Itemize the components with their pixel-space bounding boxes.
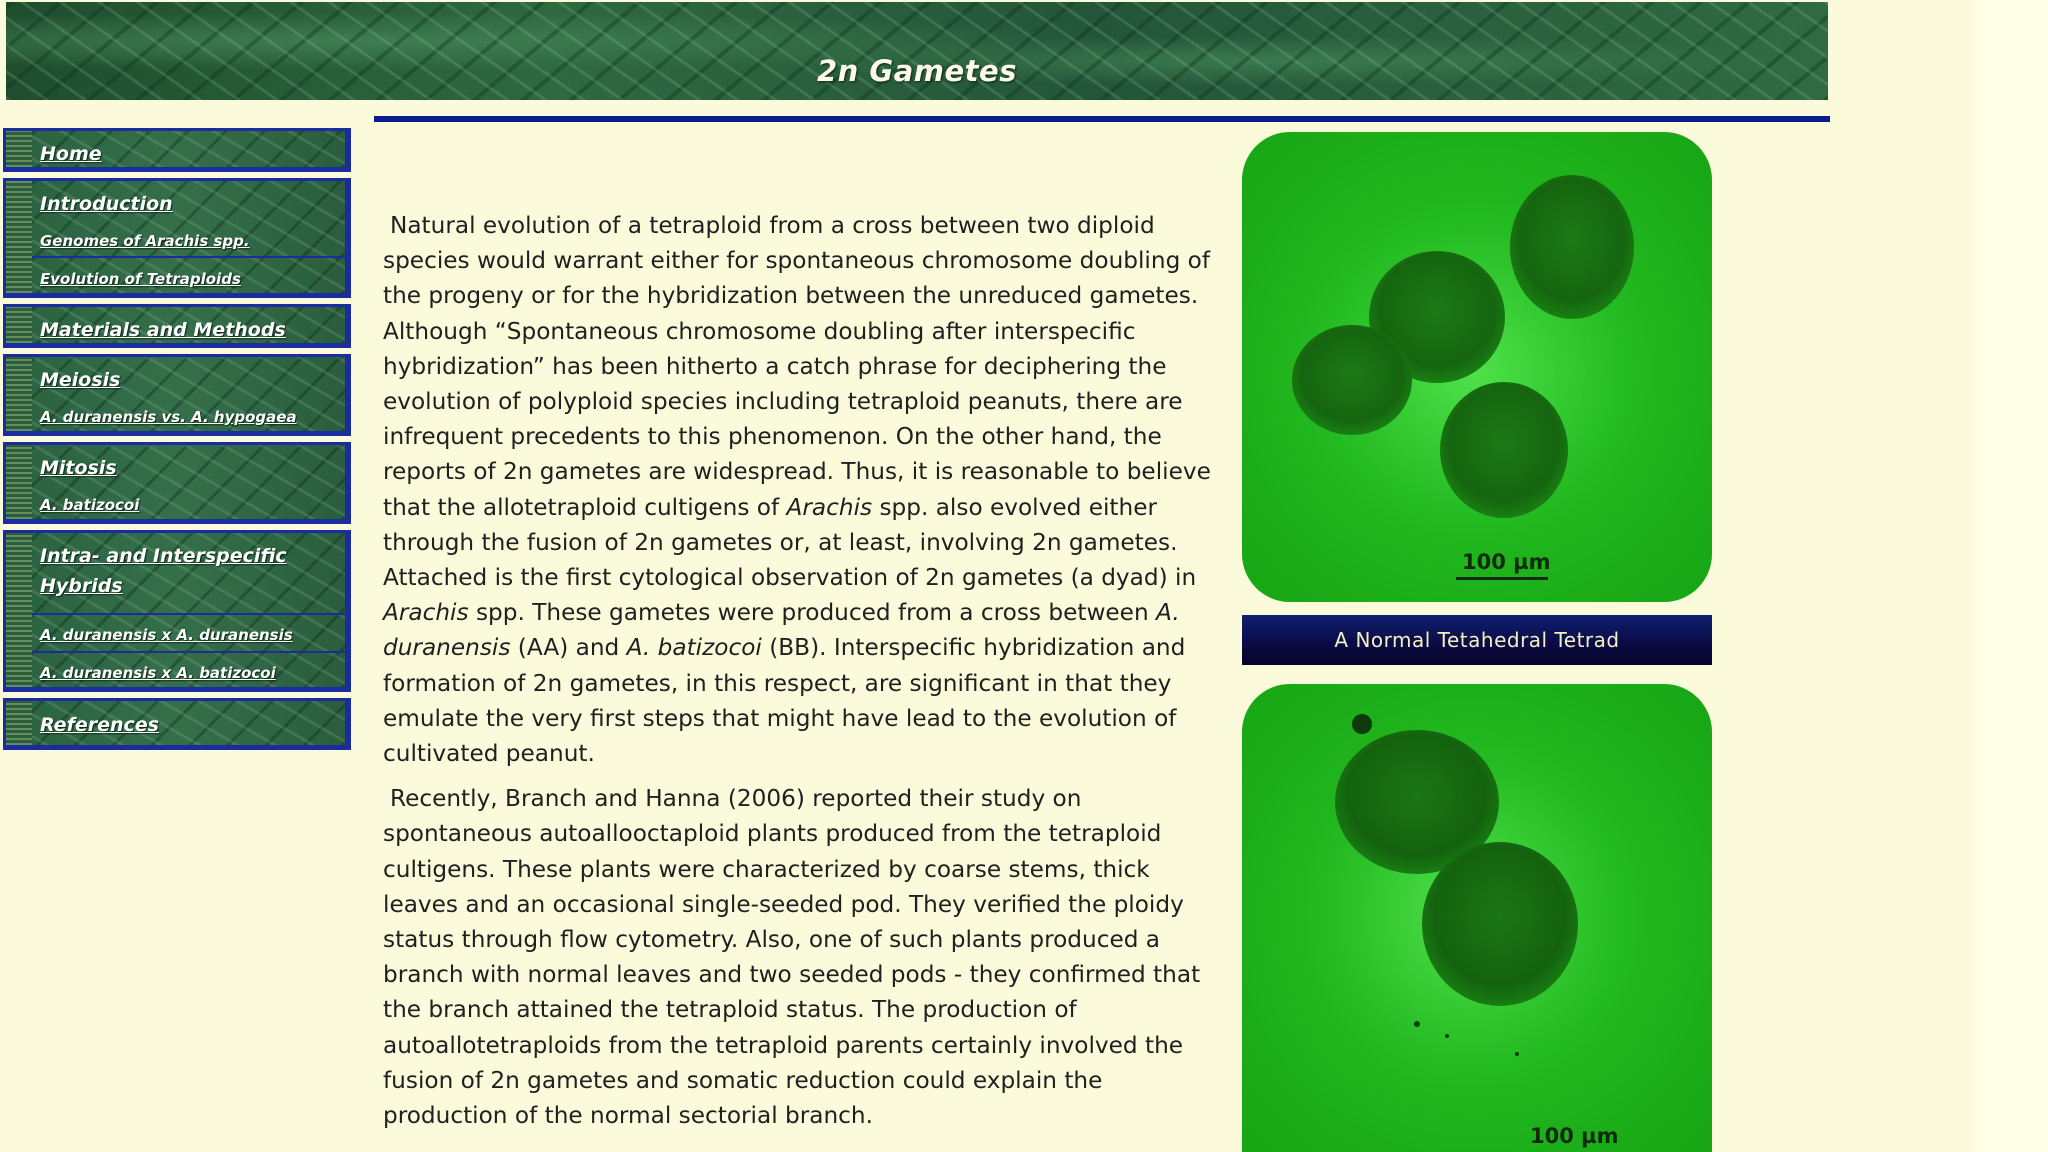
nav-link-introduction[interactable]: Introduction bbox=[40, 193, 173, 215]
nav-block-home bbox=[3, 128, 351, 172]
dyad-micrograph bbox=[1242, 684, 1712, 1152]
nav-block-hybrids bbox=[3, 530, 351, 692]
nav-link-references[interactable]: References bbox=[40, 714, 159, 736]
italic-arachis: Arachis bbox=[383, 599, 469, 627]
nav-link-hybrids[interactable]: Intra- and Interspecific bbox=[40, 545, 287, 567]
header-divider bbox=[374, 116, 1830, 122]
nav-block-references bbox=[3, 698, 351, 750]
nav-block-meiosis bbox=[3, 354, 351, 436]
nav-link-meiosis-duranensis-vs-hypogaea[interactable]: A. duranensis vs. A. hypogaea bbox=[40, 408, 297, 426]
nav-link-genomes[interactable]: Genomes of Arachis spp. bbox=[40, 232, 250, 250]
nav-link-meiosis[interactable]: Meiosis bbox=[40, 369, 121, 391]
paragraph-2n-gametes bbox=[383, 208, 1223, 771]
nav-link-duranensis-x-duranensis[interactable]: A. duranensis x A. duranensis bbox=[40, 626, 293, 644]
article-body bbox=[383, 208, 1223, 1143]
nav-block-introduction bbox=[3, 178, 351, 298]
tetrad-scale-label: 100 µm bbox=[1462, 550, 1551, 574]
text-run: (AA) and bbox=[510, 634, 627, 662]
nav-link-home[interactable]: Home bbox=[40, 143, 102, 165]
italic-arachis: Arachis bbox=[786, 493, 873, 521]
nav-link-hybrids-line2[interactable]: Hybrids bbox=[40, 575, 123, 597]
italic-batizocoi: A. batizocoi bbox=[626, 634, 762, 662]
text-run: spp. These gametes were produced from a cross between bbox=[468, 599, 1157, 627]
nav-separator bbox=[32, 256, 345, 258]
nav-separator bbox=[32, 613, 345, 615]
nav-link-duranensis-x-batizocoi[interactable]: A. duranensis x A. batizocoi bbox=[40, 664, 276, 682]
text-run: spp. also evolved either through the fusion of 2n gametes or, at least, involving 2n gametes. Attached is the first cytological observation of 2n gametes (a dyad) in bbox=[383, 493, 1197, 592]
nav-link-materials-and-methods[interactable]: Materials and Methods bbox=[40, 319, 286, 341]
text-run: (BB). Interspecific hybridization and formation of 2n gametes, in this respect, are significant in that they emulate the very first steps that might have lead to the evolution of cultivated peanut. bbox=[383, 634, 1186, 768]
nav-link-mitosis-batizocoi[interactable]: A. batizocoi bbox=[40, 496, 140, 514]
tetrad-caption: A Normal Tetahedral Tetrad bbox=[1242, 615, 1712, 665]
nav-link-evolution-of-tetraploids[interactable]: Evolution of Tetraploids bbox=[40, 270, 241, 288]
tetrad-cells-image bbox=[1242, 132, 1712, 602]
paragraph-branch-and-hanna: Recently, Branch and Hanna (2006) reported their study on spontaneous autoallooctaploid plants produced from the tetraploid cultigens. These plants were characterized by coarse stems, thick leaves and an occasional single-seeded pod. They verified the ploidy status through flow cytometry. Also, one of such plants produced a branch with normal leaves and two seeded pods - they confirmed that the branch attained the tetraploid status. The production of autoallotetraploids from the tetraploid parents certainly involved the fusion of 2n gametes and somatic reduction could explain the production of the normal sectorial branch. bbox=[383, 785, 1201, 1130]
dyad-scale-label: 100 µm bbox=[1530, 1124, 1619, 1148]
nav-separator bbox=[32, 651, 345, 653]
dyad-cells-image bbox=[1242, 684, 1712, 1152]
header-banner bbox=[6, 2, 1828, 100]
tetrad-micrograph bbox=[1242, 132, 1712, 602]
nav-link-mitosis[interactable]: Mitosis bbox=[40, 457, 117, 479]
italic-duranensis: A. duranensis bbox=[383, 599, 1180, 662]
nav-block-mitosis bbox=[3, 442, 351, 524]
text-run: Natural evolution of a tetraploid from a cross between two diploid species would warrant either for spontaneous chromosome doubling of the progeny or for the hybridization between the unreduced gametes. Although “Spontaneous chromosome doubling after interspecific hybridization” has been hitherto a catch phrase for deciphering the evolution of polyploid species including tetraploid peanuts, there are infrequent precedents to this phenomenon. On the other hand, the reports of 2n gametes are widespread. Thus, it is reasonable to believe that the allotetraploid cultigens of bbox=[383, 212, 1211, 521]
nav-block-materials bbox=[3, 304, 351, 348]
tetrad-scale-bar bbox=[1456, 577, 1548, 580]
page-title: 2n Gametes bbox=[817, 54, 1017, 88]
